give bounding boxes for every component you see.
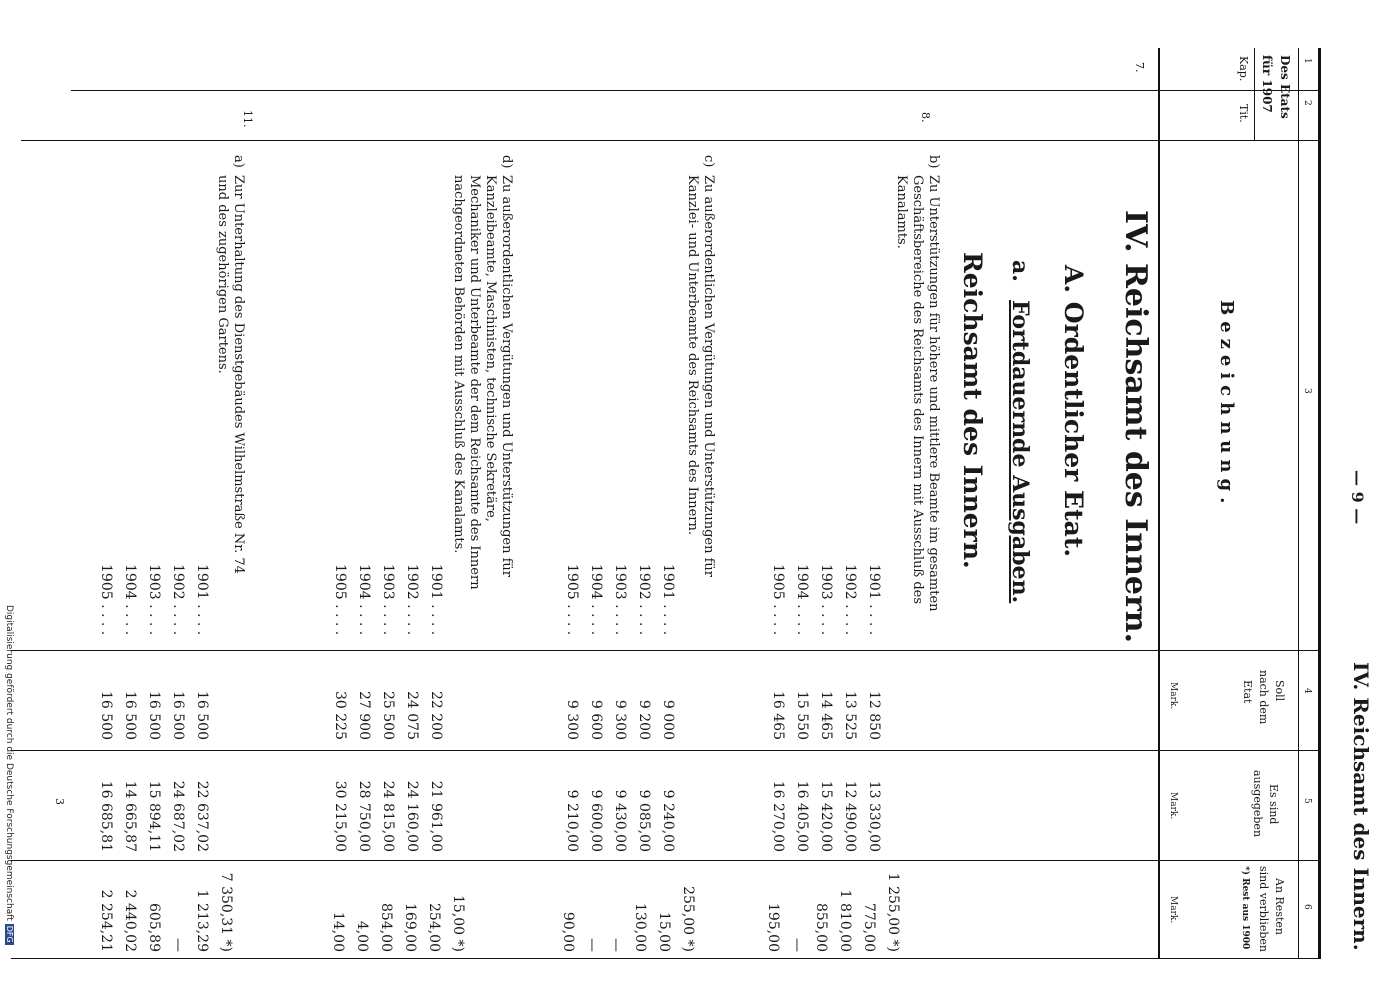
soll-value: 16 500 <box>170 691 186 740</box>
digitization-note-text: Digitalisierung gefördert durch die Deutsche Forschungsgemeinschaft <box>4 605 14 921</box>
table-row: 1904 . . . . <box>122 564 138 636</box>
title-ausgaben: Fortdauernde Ausgaben. <box>1007 300 1033 604</box>
header-reste-note: *) Rest aus 1900 <box>1240 866 1250 950</box>
table-row: 1904 . . . . <box>356 564 372 636</box>
running-title: IV. Reichsamt des Innern. <box>1349 662 1373 951</box>
title-etat: A. Ordentlicher Etat. <box>1059 265 1088 558</box>
ausgegeben-value: 16 405,00 <box>794 780 810 852</box>
section-d-letter: d) <box>499 155 514 169</box>
table-row: 1905 . . . . <box>332 564 348 636</box>
column-number-6: 6 <box>1302 904 1312 910</box>
ausgegeben-value: 28 750,00 <box>356 780 372 852</box>
column-number-2: 2 <box>1302 100 1312 106</box>
ausgegeben-value: 16 685,81 <box>98 780 114 852</box>
section-d-line2: Kanzleibeamte, Maschinisten, technische Sekretäre, <box>483 175 498 522</box>
ausgegeben-value: 22 637,02 <box>194 780 210 852</box>
table-row: 1904 . . . . <box>794 564 810 636</box>
rest-value: 195,00 <box>765 903 781 952</box>
rest-value: 254,00 <box>426 903 442 952</box>
ausgegeben-value: 24 815,00 <box>380 780 396 852</box>
rest-value: 169,00 <box>402 903 418 952</box>
rule-col-6-end <box>11 958 1321 959</box>
rest-value: 15,00 *) <box>450 895 466 952</box>
table-row: 1901 . . . . <box>428 564 444 636</box>
rest-value: 14,00 <box>330 911 346 952</box>
soll-value: 15 550 <box>794 691 810 740</box>
rest-value: 1 810,00 <box>837 889 853 952</box>
dfg-logo: DFG <box>5 925 14 943</box>
soll-value: 12 850 <box>866 691 882 740</box>
section-d-line4: nachgeordneten Behörden mit Ausschluß des Kanalamts. <box>451 175 466 554</box>
soll-value: 22 200 <box>428 691 444 740</box>
ausgegeben-value: 12 490,00 <box>842 780 858 852</box>
header-bezeichnung: Bezeichnung. <box>1216 300 1237 510</box>
section-c-line1: Zu außerordentlichen Vergütungen und Unterstützungen für <box>701 175 716 578</box>
kap-number: 7. <box>1133 62 1146 73</box>
rule-top <box>1318 48 1321 958</box>
section-d-line1: Zu außerordentlichen Vergütungen und Unterstützungen für <box>499 175 514 578</box>
soll-value: 9 300 <box>612 699 628 740</box>
rest-value: 854,00 <box>378 903 394 952</box>
rest-value: 15,00 <box>656 911 672 952</box>
table-row: 1903 . . . . <box>818 564 834 636</box>
section-b-line1: Zu Unterstützungen für höhere und mittlere Beamte im gesamten <box>926 175 941 612</box>
ausgegeben-value: 9 240,00 <box>660 789 676 852</box>
rest-value: 2 440,02 <box>122 889 138 952</box>
title-reichsamt: Reichsamt des Innern. <box>958 252 987 569</box>
soll-value: 9 600 <box>588 699 604 740</box>
rule-col-4-5 <box>11 750 1321 751</box>
tit-number-11: 11. <box>241 110 254 128</box>
soll-value: 9 000 <box>660 699 676 740</box>
soll-value: 9 300 <box>564 699 580 740</box>
ausgegeben-value: 30 215,00 <box>332 780 348 852</box>
table-row: 1903 . . . . <box>146 564 162 636</box>
column-number-3: 3 <box>1302 388 1312 394</box>
rest-value: 775,00 <box>861 903 877 952</box>
soll-value: 24 075 <box>404 691 420 740</box>
page-number-header: — 9 — <box>1348 470 1367 525</box>
table-row: 1902 . . . . <box>404 564 420 636</box>
rule-col-3-4 <box>11 650 1321 651</box>
ausgegeben-value: 9 085,00 <box>636 789 652 852</box>
header-soll-mark: Mark. <box>1168 682 1178 710</box>
section-b-line2: Geschäftsbereiche des Reichsamts des Innern mit Ausschluß des <box>910 175 925 605</box>
column-number-5: 5 <box>1302 798 1312 804</box>
ausgegeben-value: 15 420,00 <box>818 780 834 852</box>
section-a-line1: Zur Unterhaltung des Dienstgebäudes Wilhelmstraße Nr. 74 <box>231 175 246 574</box>
header-aus-1: Es sind <box>1267 784 1280 825</box>
header-soll-2: nach dem <box>1257 670 1270 725</box>
soll-value: 14 465 <box>818 691 834 740</box>
ausgegeben-value: 15 894,11 <box>146 780 162 852</box>
soll-value: 16 500 <box>98 691 114 740</box>
section-c-line2: Kanzlei- und Unterbeamte des Reichsamts des Innern. <box>685 175 700 536</box>
rest-value: 255,00 *) <box>680 886 696 952</box>
table-row: 1905 . . . . <box>770 564 786 636</box>
rest-value: 855,00 <box>813 903 829 952</box>
table-row: 1902 . . . . <box>170 564 186 636</box>
header-soll-3: Etat <box>1241 680 1254 704</box>
soll-value: 16 500 <box>122 691 138 740</box>
header-reste-1: An Resten <box>1273 878 1286 935</box>
soll-value: 16 465 <box>770 691 786 740</box>
header-aus-2: ausgegeben <box>1251 770 1264 838</box>
ausgegeben-value: 21 961,00 <box>428 780 444 852</box>
soll-value: 25 500 <box>380 691 396 740</box>
footer-page-number: 3 <box>53 798 66 805</box>
header-reste-mark: Mark. <box>1168 896 1178 924</box>
table-row: 1905 . . . . <box>564 564 580 636</box>
rule-colnum <box>1298 48 1299 958</box>
table-row: 1901 . . . . <box>194 564 210 636</box>
rest-value: 605,89 <box>146 903 162 952</box>
section-a-letter: a) <box>231 155 246 168</box>
rule-col-1-2 <box>71 90 1321 91</box>
rest-value: 1 213,29 <box>194 889 210 952</box>
rest-value: 90,00 <box>560 911 576 952</box>
table-row: 1902 . . . . <box>842 564 858 636</box>
table-row: 1903 . . . . <box>612 564 628 636</box>
header-aus-mark: Mark. <box>1168 792 1178 820</box>
table-row: 1904 . . . . <box>588 564 604 636</box>
table-row: 1905 . . . . <box>98 564 114 636</box>
section-c-letter: c) <box>701 155 716 168</box>
table-row: 1901 . . . . <box>866 564 882 636</box>
soll-value: 16 500 <box>146 691 162 740</box>
header-tit: Tit. <box>1237 104 1250 123</box>
section-b-letter: b) <box>926 155 941 169</box>
table-row: 1902 . . . . <box>636 564 652 636</box>
section-d-line3: Mechaniker und Unterbeamte der dem Reichsamte des Innern <box>467 175 482 590</box>
tit-number-8: 8. <box>919 112 932 123</box>
soll-value: 30 225 <box>332 691 348 740</box>
table-row: 1901 . . . . <box>660 564 676 636</box>
soll-value: 13 525 <box>842 691 858 740</box>
header-etat-line2: für 1907 <box>1260 55 1274 113</box>
ausgegeben-value: 14 665,87 <box>122 780 138 852</box>
rule-col-2-3 <box>21 140 1321 141</box>
rule-col-5-6 <box>11 860 1321 861</box>
ausgegeben-value: 9 600,00 <box>588 789 604 852</box>
rest-value: 130,00 <box>632 903 648 952</box>
soll-value: 27 900 <box>356 691 372 740</box>
rest-value: 4,00 <box>354 920 370 952</box>
rule-etat <box>1254 48 1255 140</box>
ausgegeben-value: 13 330,00 <box>866 780 882 852</box>
title-ausgaben-letter: a. <box>1007 260 1033 282</box>
rest-value: 2 254,21 <box>98 889 114 952</box>
section-a-line2: und des zugehörigen Gartens. <box>215 175 230 374</box>
column-number-1: 1 <box>1302 58 1312 64</box>
ausgegeben-value: 24 160,00 <box>404 780 420 852</box>
column-number-4: 4 <box>1302 688 1312 694</box>
rest-value: 7 350,31 *) <box>218 872 234 952</box>
table-row: 1903 . . . . <box>380 564 396 636</box>
rest-value: — <box>584 938 600 952</box>
ausgegeben-value: 9 430,00 <box>612 789 628 852</box>
rest-value: — <box>608 938 624 952</box>
soll-value: 9 200 <box>636 699 652 740</box>
soll-value: 16 500 <box>194 691 210 740</box>
rest-value: 1 255,00 *) <box>885 872 901 952</box>
title-main: IV. Reichsamt des Innern. <box>1118 210 1153 644</box>
section-b-line3: Kanalamts. <box>894 175 909 249</box>
header-etat-line1: Des Etats <box>1278 55 1292 119</box>
rest-value: — <box>789 938 805 952</box>
rule-header-bottom <box>1158 48 1160 958</box>
ausgegeben-value: 24 687,02 <box>170 780 186 852</box>
header-reste-2: sind verblieben <box>1257 866 1270 952</box>
ausgegeben-value: 9 210,00 <box>564 789 580 852</box>
header-kap: Kap. <box>1237 56 1250 82</box>
rest-value: — <box>170 938 186 952</box>
header-soll-1: Soll <box>1273 680 1286 702</box>
ausgegeben-value: 16 270,00 <box>770 780 786 852</box>
